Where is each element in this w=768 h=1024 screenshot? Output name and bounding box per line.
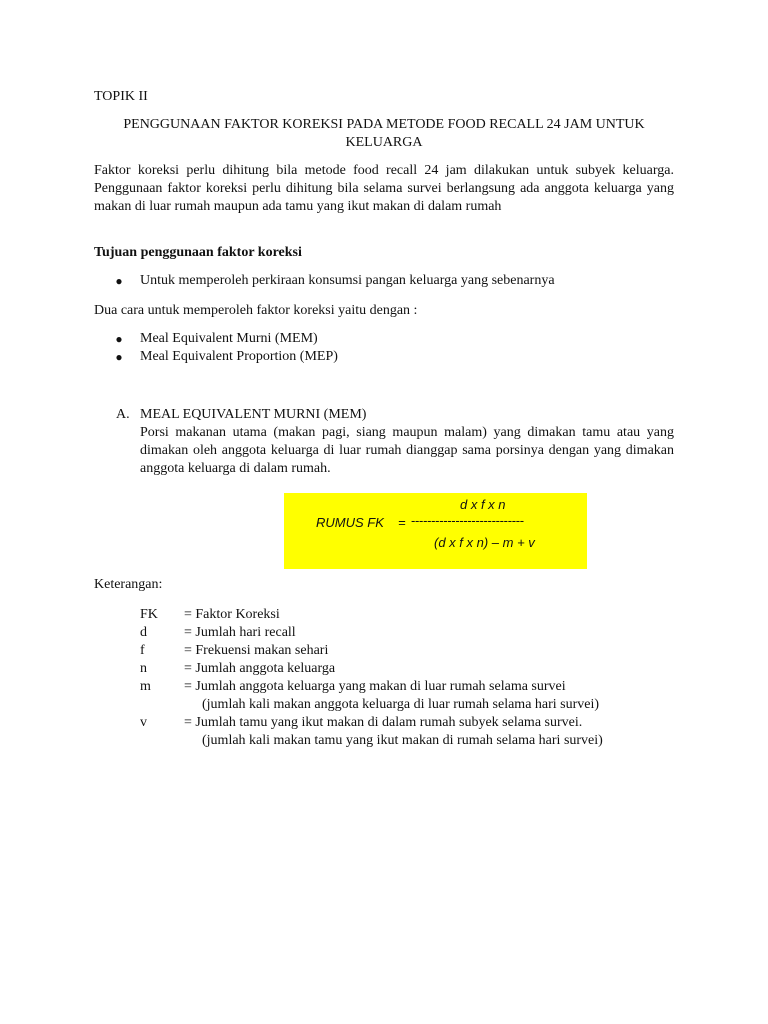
- legend-definition: = Jumlah anggota keluarga yang makan di luar rumah selama survei: [184, 679, 566, 694]
- legend-symbol: m: [140, 679, 151, 694]
- legend-note-row: [140, 732, 680, 750]
- list-item-text: Meal Equivalent Proportion (MEP): [140, 349, 338, 364]
- section-a-heading: MEAL EQUIVALENT MURNI (MEM): [140, 407, 367, 422]
- legend-definition: = Jumlah hari recall: [184, 625, 296, 640]
- legend-row: [140, 624, 680, 642]
- legend-note: (jumlah kali makan anggota keluarga di luar rumah selama hari survei): [202, 697, 600, 712]
- legend-table: [140, 606, 680, 750]
- legend-symbol: FK: [140, 607, 158, 622]
- formula-equals: =: [398, 515, 406, 530]
- bullet-icon: ●: [115, 274, 123, 288]
- legend-row: [140, 642, 680, 660]
- legend-symbol: v: [140, 715, 147, 730]
- page-title-line2: KELUARGA: [345, 135, 423, 150]
- formula-denominator: (d x f x n) – m + v: [434, 535, 535, 550]
- legend-row: [140, 678, 680, 696]
- list-item: [114, 272, 555, 290]
- formula-label: RUMUS FK: [316, 515, 384, 530]
- legend-row: [140, 714, 680, 732]
- legend-symbol: f: [140, 643, 145, 658]
- intro-paragraph: Faktor koreksi perlu dihitung bila metode food recall 24 jam dilakukan untuk subyek keluarga. Penggunaan faktor koreksi perlu dihitung bila selama survei berlangsung ada anggota keluarga yang makan di luar rumah maupun ada tamu yang ikut makan di dalam rumah: [94, 163, 674, 214]
- legend-symbol: d: [140, 625, 147, 640]
- legend-note: (jumlah kali makan tamu yang ikut makan di rumah selama hari survei): [202, 733, 603, 748]
- legend-definition: = Jumlah anggota keluarga: [184, 661, 336, 676]
- legend-symbol: n: [140, 661, 147, 676]
- formula-fraction-line: ----------------------------: [411, 513, 524, 528]
- legend-definition: = Jumlah tamu yang ikut makan di dalam rumah subyek selama survei.: [184, 715, 583, 730]
- formula-box: [284, 493, 587, 569]
- legend-definition: = Frekuensi makan sehari: [184, 643, 329, 658]
- formula-numerator: d x f x n: [460, 497, 506, 512]
- methods-list: [114, 330, 338, 366]
- legend-row: [140, 606, 680, 624]
- bullet-icon: ●: [115, 350, 123, 364]
- section-a-letter: A.: [116, 407, 130, 422]
- bullet-icon: ●: [115, 332, 123, 346]
- list-item-text: Untuk memperoleh perkiraan konsumsi pangan keluarga yang sebenarnya: [140, 273, 555, 288]
- legend-definition: = Faktor Koreksi: [184, 607, 280, 622]
- page-title-line1: PENGGUNAAN FAKTOR KOREKSI PADA METODE FOOD RECALL 24 JAM UNTUK: [123, 117, 645, 132]
- topic-label: TOPIK II: [94, 89, 148, 104]
- legend-row: [140, 660, 680, 678]
- list-item: [114, 348, 338, 366]
- purpose-list: [114, 272, 555, 290]
- purpose-heading: Tujuan penggunaan faktor koreksi: [94, 245, 302, 260]
- section-a-body: Porsi makanan utama (makan pagi, siang maupun malam) yang dimakan tamu atau yang dimakan oleh anggota keluarga di luar rumah dianggap sama porsinya dengan yang dimakan anggota keluarga di dalam rumah.: [140, 425, 674, 476]
- legend-label: Keterangan:: [94, 577, 163, 592]
- methods-intro: Dua cara untuk memperoleh faktor koreksi yaitu dengan :: [94, 303, 418, 318]
- legend-note-row: [140, 696, 680, 714]
- list-item: [114, 330, 338, 348]
- list-item-text: Meal Equivalent Murni (MEM): [140, 331, 318, 346]
